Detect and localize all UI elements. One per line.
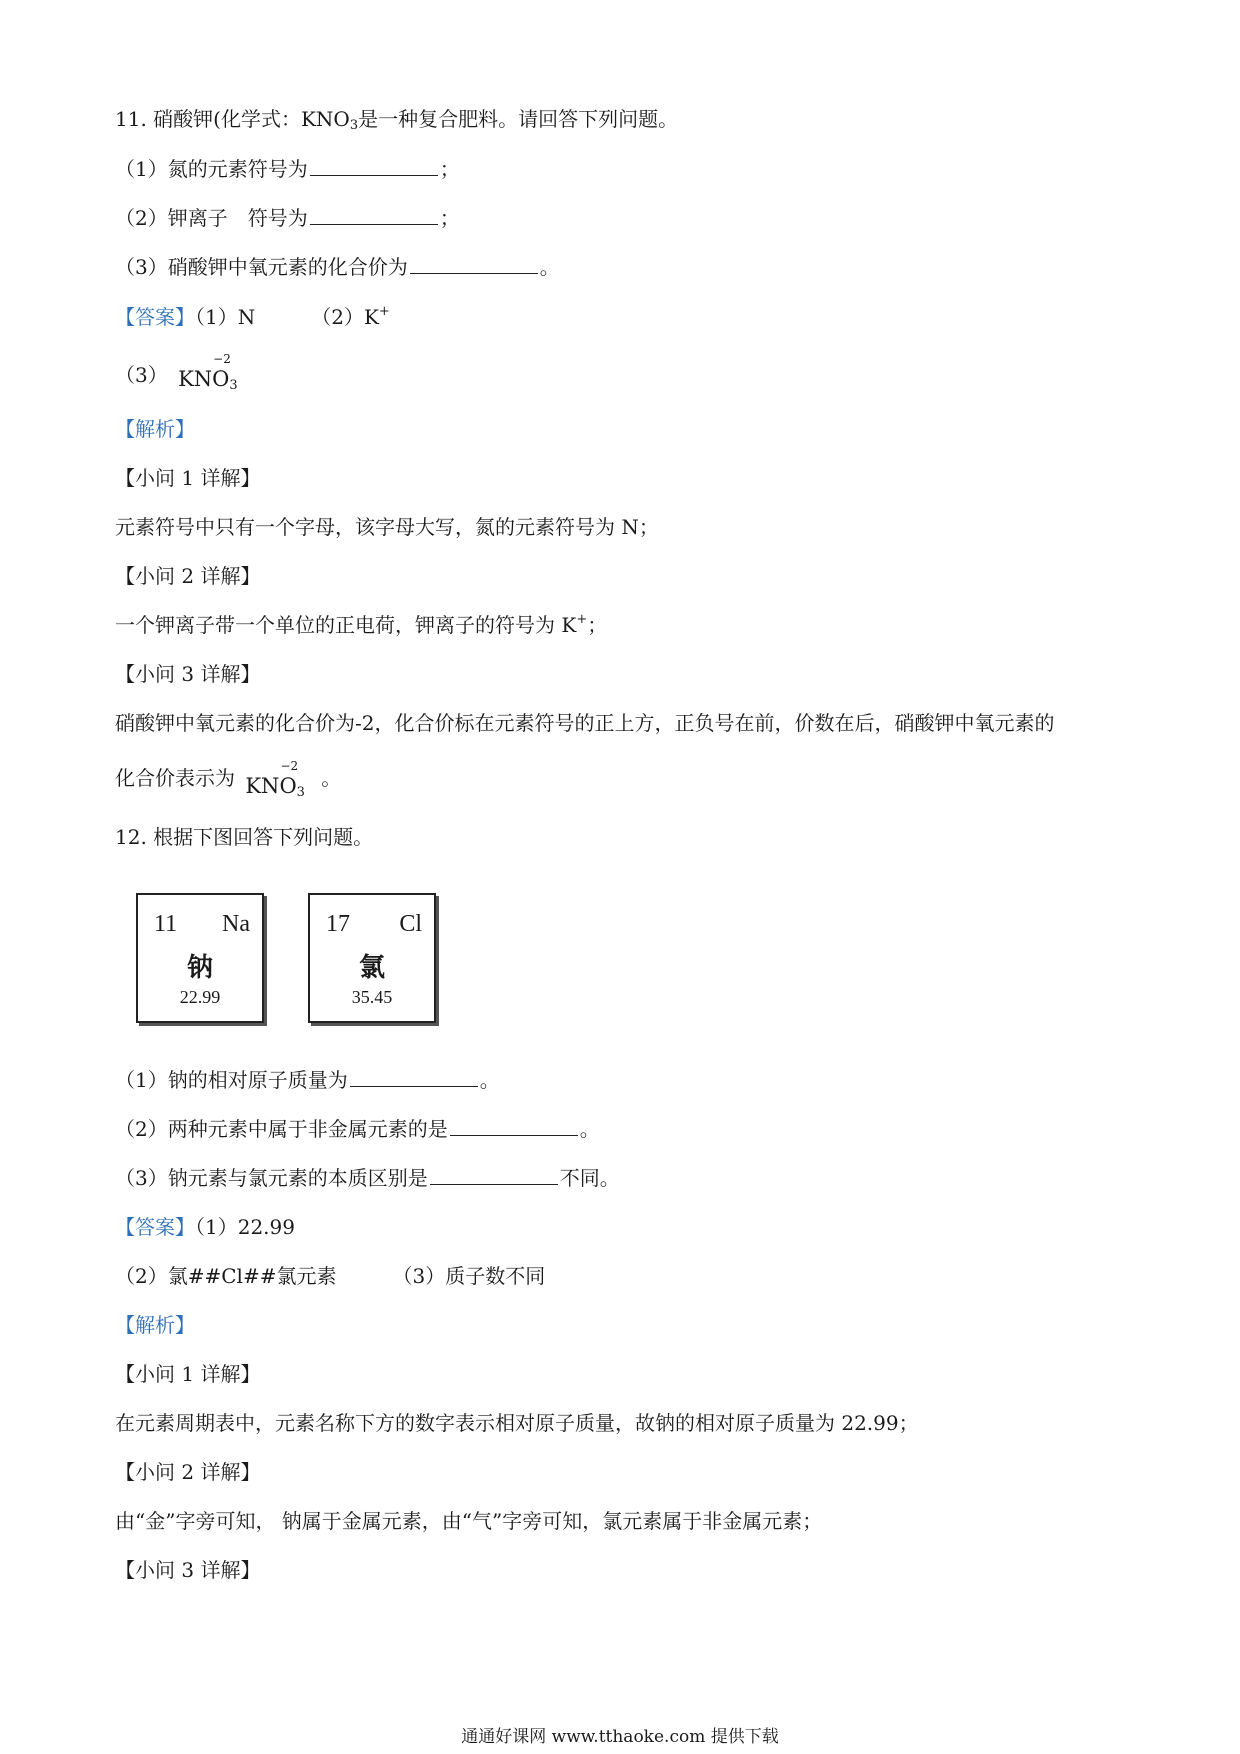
- q12-sub3-heading: 【小问 3 详解】: [115, 1558, 261, 1582]
- q12-answer: 【答案】（1）22.99: [115, 1215, 295, 1239]
- q12-part3: （3）钠元素与氯元素的本质区别是 不同。: [115, 1166, 620, 1190]
- q11-sub2-text: 一个钾离子带一个单位的正电荷，钾离子的符号为 K+；: [115, 612, 608, 637]
- q12-sub2-text: 由“金”字旁可知， 钠属于金属元素，由“气”字旁可知，氯元素属于非金属元素；: [115, 1509, 823, 1533]
- answer-blank: [310, 206, 438, 225]
- q11-answer: 【答案】（1）N （2）K+: [115, 304, 390, 329]
- answer-blank: [410, 255, 538, 274]
- valence-formula: KN −2 $O_3$: [178, 352, 238, 393]
- q12-sub1-heading: 【小问 1 详解】: [115, 1362, 261, 1386]
- element-card-sodium: 11 Na 钠 22.99: [136, 893, 264, 1023]
- q11-sub3-heading: 【小问 3 详解】: [115, 662, 261, 686]
- q11-sub1-text: 元素符号中只有一个字母，该字母大写，氮的元素符号为 N；: [115, 515, 659, 539]
- answer-blank: [350, 1068, 478, 1087]
- q11-answer-3: （3） KN −2 $O_3$: [115, 352, 238, 393]
- answer-tag: 【答案】: [115, 305, 195, 329]
- q12-answer-2-3: （2）氯##Cl##氯元素 （3）质子数不同: [115, 1264, 546, 1288]
- q12-sub1-text: 在元素周期表中，元素名称下方的数字表示相对原子质量，故钠的相对原子质量为 22.99；: [115, 1411, 919, 1435]
- q12-stem: 12. 根据下图回答下列问题。: [115, 825, 374, 849]
- page-footer: 通通好课网 www.tthaoke.com 提供下载: [461, 1727, 779, 1747]
- element-card-chlorine: 17 Cl 氯 35.45: [308, 893, 436, 1023]
- q12-part2: （2）两种元素中属于非金属元素的是 。: [115, 1117, 600, 1141]
- q12-sub2-heading: 【小问 2 详解】: [115, 1460, 261, 1484]
- q11-part1: （1）氮的元素符号为 ；: [115, 157, 460, 181]
- answer-blank: [310, 157, 438, 176]
- answer-tag: 【答案】: [115, 1215, 195, 1239]
- q12-analysis-tag: 【解析】: [115, 1313, 195, 1337]
- q11-sub2-heading: 【小问 2 详解】: [115, 564, 261, 588]
- valence-formula: KN −2 $O_3$: [245, 759, 305, 800]
- q11-part2: （2）钾离子 符号为 ；: [115, 206, 460, 230]
- q12-part1: （1）钠的相对原子质量为 。: [115, 1068, 500, 1092]
- answer-blank: [450, 1117, 578, 1136]
- q11-stem: 11. 硝酸钾(化学式：$KNO_3$是一种复合肥料。请回答下列问题。: [115, 107, 679, 133]
- q11-part3: （3）硝酸钾中氧元素的化合价为 。: [115, 255, 560, 279]
- q11-sub3-text-2: 化合价表示为 KN −2 $O_3$ 。: [115, 759, 342, 800]
- answer-blank: [430, 1166, 558, 1185]
- q11-sub3-text-1: 硝酸钾中氧元素的化合价为-2，化合价标在元素符号的正上方，正负号在前，价数在后，硝酸钾中氧元素的: [115, 711, 1055, 735]
- q11-analysis-tag: 【解析】: [115, 417, 195, 441]
- q11-sub1-heading: 【小问 1 详解】: [115, 466, 261, 490]
